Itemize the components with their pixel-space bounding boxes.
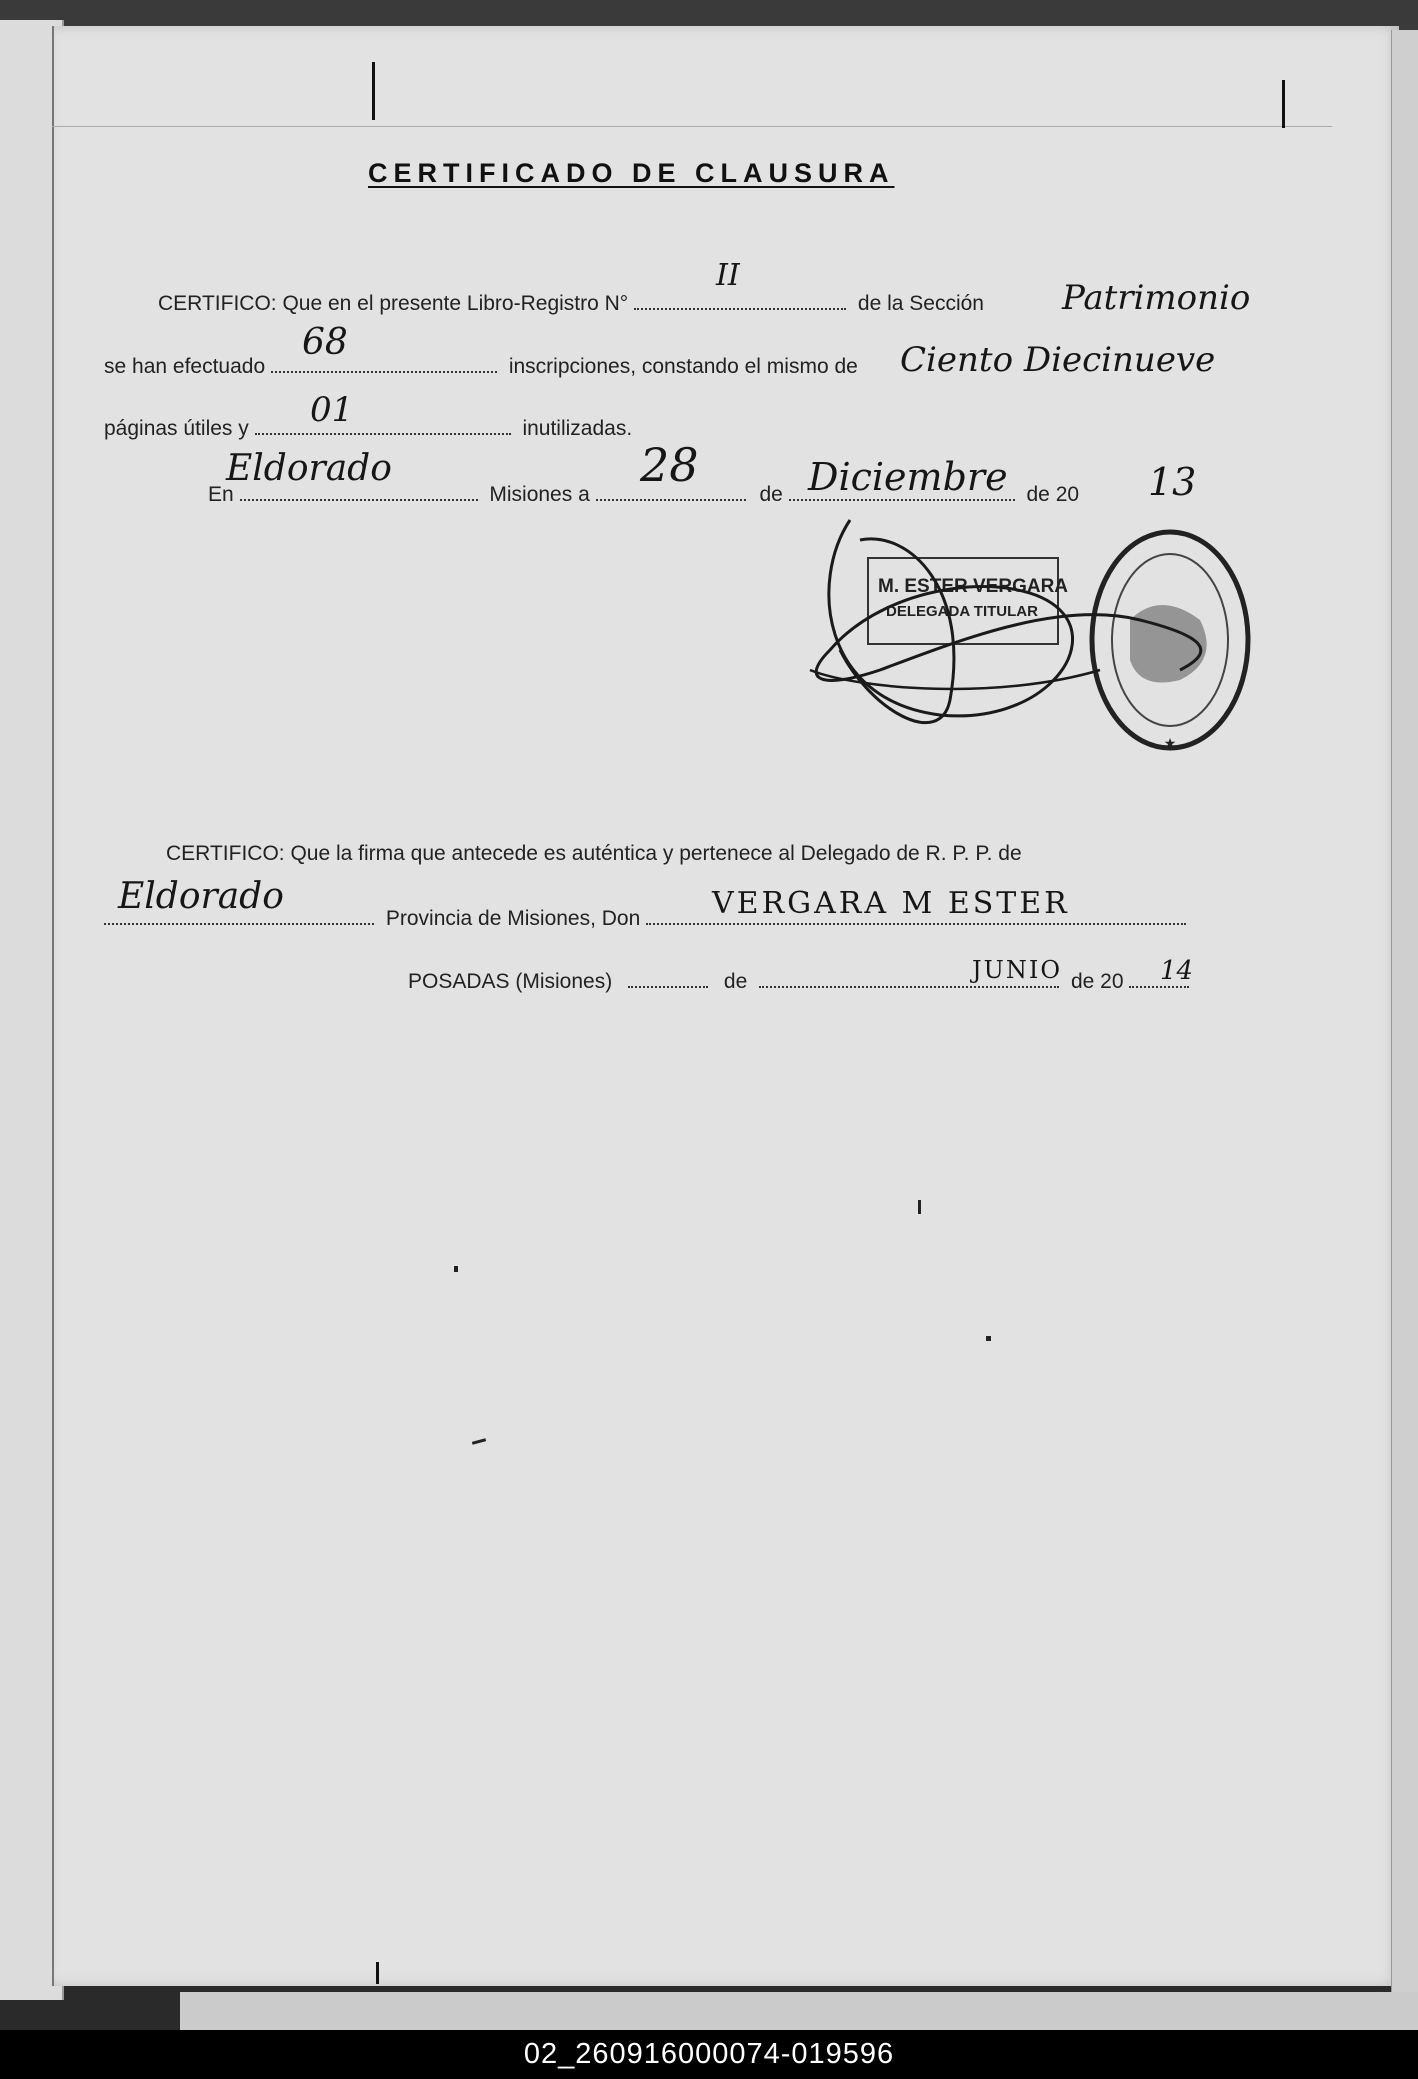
cert2-line-1: CERTIFICO: Que la firma que antecede es auténtica y pertenece al Delegado de R. P. P. de	[166, 842, 1022, 865]
page-edge	[1391, 30, 1418, 2020]
stamp-name: M. ESTER VERGARA	[878, 576, 1069, 597]
blank-inutilizadas	[255, 415, 511, 435]
handwritten-mes: Diciembre	[808, 455, 1008, 499]
name-stamp-frame	[868, 558, 1058, 644]
handwritten-inutilizadas: 01	[310, 390, 354, 430]
de-label-2: de	[723, 970, 748, 993]
en-label: En	[208, 483, 234, 506]
document-page	[52, 26, 1399, 1986]
stamp-role: DELEGADA TITULAR	[886, 603, 1038, 620]
margin-tick	[1282, 80, 1285, 128]
handwritten-mes-2: JUNIO	[972, 956, 1063, 984]
line1-middle: de la Sección	[857, 292, 984, 315]
handwritten-lugar-2: Eldorado	[118, 876, 284, 917]
de20-label-2: de 20	[1070, 970, 1124, 993]
line3-suffix: inutilizadas.	[522, 417, 633, 440]
handwritten-lugar: Eldorado	[226, 448, 392, 489]
document-title: CERTIFICADO DE CLAUSURA	[368, 158, 895, 188]
handwritten-dia: 28	[640, 438, 699, 492]
signature-loop	[840, 539, 954, 723]
bottom-edge	[180, 1992, 1418, 2030]
handwritten-nombre: VERGARA M ESTER	[712, 886, 1070, 921]
seal-star: ★	[1163, 735, 1177, 751]
handwritten-anio: 13	[1148, 460, 1197, 504]
handwritten-seccion: Patrimonio	[1062, 278, 1251, 318]
margin-tick	[372, 62, 375, 120]
ink-speck	[454, 1266, 458, 1272]
line2-prefix: se han efectuado	[104, 355, 266, 378]
handwritten-paginas: Ciento Diecinueve	[900, 340, 1216, 380]
misiones-label: Misiones a	[489, 483, 590, 506]
provincia-label: Provincia de Misiones, Don	[385, 907, 641, 930]
blank-numero	[634, 290, 846, 310]
stamp-and-signature	[800, 500, 1260, 770]
cert2-line-3	[408, 968, 1189, 994]
handwritten-inscripciones: 68	[302, 322, 348, 363]
de20-label: de 20	[1026, 483, 1080, 506]
line3-prefix: páginas útiles y	[104, 417, 249, 440]
handwritten-numero: II	[716, 258, 740, 293]
ink-speck	[986, 1336, 991, 1341]
de-label: de	[759, 483, 783, 506]
cert-line-3	[104, 415, 632, 441]
document-code: 02_260916000074-019596	[523, 2038, 895, 2070]
line1-prefix: CERTIFICO: Que en el presente Libro-Registro N°	[158, 292, 629, 315]
margin-tick	[376, 1962, 379, 1984]
cert-line-1	[158, 290, 984, 316]
top-rule	[52, 126, 1332, 127]
blank-dia-2	[628, 968, 708, 988]
cert-line-2	[104, 353, 858, 379]
seal-emblem	[1130, 605, 1207, 683]
ink-speck	[918, 1200, 921, 1214]
handwritten-anio-2: 14	[1160, 956, 1194, 986]
footer-bar	[0, 2030, 1418, 2079]
line2-middle: inscripciones, constando el mismo de	[508, 355, 858, 378]
posadas-label: POSADAS (Misiones)	[408, 970, 613, 993]
